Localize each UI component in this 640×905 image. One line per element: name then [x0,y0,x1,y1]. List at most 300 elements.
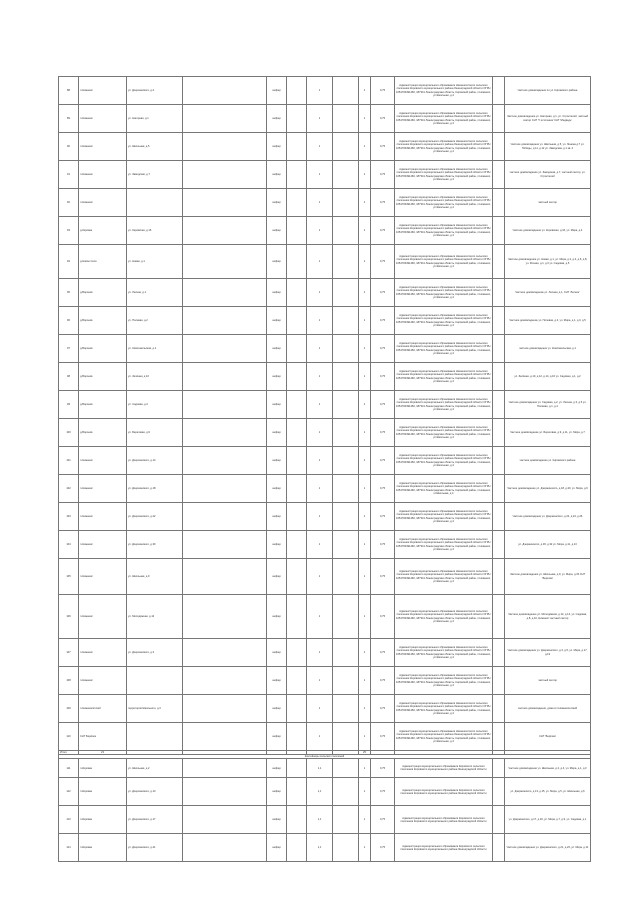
blank-cell [183,723,267,751]
blank-cell [493,778,505,806]
area-cell: 1 [307,475,333,503]
settlement-cell: д.Воронов [79,391,127,419]
blank-cell [493,133,505,161]
blank-cell [333,559,359,595]
row-number: 107 [59,639,79,667]
owner-organization-cell: Администрация муниципального образования Кировского сельского поселения Кировского муниципального района Ленинградской области [395,834,493,862]
surface-type-cell: шифер [267,161,287,189]
blank-cell [493,77,505,105]
table-row [59,363,591,391]
address-cell: ул. Дзержинского, д.13 [127,778,183,806]
served-objects-cell: ул. Дзержинского, д.13, д.15, ул. Мира, д.5, ул. Школьная, д.6 [505,778,591,806]
blank-cell [287,695,307,723]
address-cell: ул. Дзержинского, д.2 [127,77,183,105]
blank-cell [287,639,307,667]
blank-cell [183,217,267,245]
row-number: 104 [59,531,79,559]
blank-cell [493,667,505,695]
surface-type-cell: шифер [267,759,287,778]
volume-cell: 0,75 [371,595,395,639]
address-cell: ул. Дзержинского, д.17 [127,806,183,834]
blank-cell [287,217,307,245]
itogo-label: Итого [59,751,79,755]
served-objects-cell: Частное домовладение ул. Нагорная, д.1, ул. Строителей, частный сектор СНТ 'У источника' СНТ 'Медведь' [505,105,591,133]
address-cell: ул. Дзержинского, д.3 [127,639,183,667]
address-cell: ул. Нагорная, д.1 [127,105,183,133]
surface-type-cell: шифер [267,363,287,391]
owner-organization-cell: Администрация муниципального образования Кировского сельского поселения Кировского муниципального района Ленинградской области [395,759,493,778]
table-row [59,695,591,723]
owner-organization-cell: Администрация муниципального образования Нижнеисетского сельского поселения Кировского муниципального района Ленинградской области ОГРН 1054700491460, 187341 Ленинградская область, Кировский район, п.Нижнеис, ул.Школьная, д.4 [395,391,493,419]
blank-cell [493,189,505,217]
blank-cell [333,133,359,161]
table-row [59,335,591,363]
owner-organization-cell: Администрация муниципального образования Нижнеисетского сельского поселения Кировского муниципального района Ленинградской области ОГРН 1054700491460, 187341 Ленинградская область, Кировский район, п.Нижнеис, ул.Школьная, д.4 [395,363,493,391]
row-number: 101 [59,447,79,475]
owner-organization-cell: Администрация муниципального образования Нижнеисетского сельского поселения Кировского муниципального района Ленинградской области ОГРН 1054700491460, 187341 Ленинградская область, Кировский район, п.Нижнеис, ул.Школьная, д.4 [395,105,493,133]
owner-organization-cell: Администрация муниципального образования Нижнеисетского сельского поселения Кировского муниципального района Ленинградской области ОГРН 1054700491460, 187341 Ленинградская область, Кировский район, п.Нижнеис, ул.Школьная, д.4 [395,279,493,307]
area-cell: 1 [307,161,333,189]
table-row [59,531,591,559]
row-number: 105 [59,559,79,595]
surface-type-cell: шифер [267,217,287,245]
container-count-cell: 1 [359,595,371,639]
served-objects-cell: частный сектор [505,667,591,695]
served-objects-cell: Частное домовладение ул. Береговая, д.9, д.11, ул. Мира, д.7 [505,419,591,447]
row-number: 88 [59,77,79,105]
blank-cell [287,834,307,862]
volume-cell: 0,75 [371,759,395,778]
blank-cell [493,559,505,595]
address-cell: ул. Заводская, д.7 [127,161,183,189]
volume-cell: 0,75 [371,531,395,559]
settlement-cell: д.Воронов [79,335,127,363]
settlement-cell: д.Кировка [79,217,127,245]
document-page [58,76,590,862]
container-count-cell: 1 [359,806,371,834]
row-number: 96 [59,307,79,335]
surface-type-cell: шифер [267,475,287,503]
row-number: 93 [59,217,79,245]
blank-cell [493,335,505,363]
blank-cell [493,105,505,133]
address-cell: ул. Дзержинского, д.22 [127,503,183,531]
owner-organization-cell: Администрация муниципального образования Нижнеисетского сельского поселения Кировского муниципального района Ленинградской области ОГРН 1054700491460, 187341 Ленинградская область, Кировский район, п.Нижнеис, ул.Школьная, д.4 [395,307,493,335]
volume-cell: 0,75 [371,723,395,751]
volume-cell: 0,75 [371,695,395,723]
blank-cell [287,77,307,105]
served-objects-cell: частное домовладение ул. Заводская, д.7, частный сектор, ул. Строителей [505,161,591,189]
row-number: 95 [59,279,79,307]
address-cell: территория Школьного, д.3 [127,695,183,723]
settlement-cell: п.Нижнеис [79,639,127,667]
blank-cell [287,559,307,595]
served-objects-cell: ул. Зелёная, д.10, д.12, д.14, д.16 ул. Садовая, д.1, д.2 [505,363,591,391]
blank-cell [333,307,359,335]
area-cell: 1 [307,447,333,475]
blank-cell [333,475,359,503]
volume-cell: 0,75 [371,503,395,531]
blank-cell [183,307,267,335]
container-count-cell: 1 [359,447,371,475]
table-row [59,161,591,189]
blank-cell [183,834,267,862]
itogo-count: 23 [79,751,127,755]
container-count-cell: 1 [359,217,371,245]
owner-organization-cell: Администрация муниципального образования Нижнеисетского сельского поселения Кировского муниципального района Ленинградской области ОГРН 1054700491460, 187341 Ленинградская область, Кировский район, п.Нижнеис, ul.Школьная, д.4 [395,475,493,503]
address-cell: ул. Молодёжная, д.12 [127,595,183,639]
served-objects-cell: Частное домовладение ул. Новая, д.1, ул. Мира, д.2, д.4, д.6, д.8, ул. Речная, д.1, д.3 ул. Садовая, д.5 [505,245,591,279]
area-cell: 1 [307,559,333,595]
settlement-cell: п.Кировка [79,834,127,862]
volume-cell: 0,75 [371,77,395,105]
blank-cell [287,595,307,639]
area-cell: 1 [307,105,333,133]
row-number: 102 [59,475,79,503]
blank-cell [287,667,307,695]
volume-cell: 0,75 [371,279,395,307]
container-count-cell: 1 [359,475,371,503]
blank-cell [287,447,307,475]
blank-cell [493,419,505,447]
owner-organization-cell: Администрация муниципального образования Нижнеисетского сельского поселения Кировского муниципального района Ленинградской области ОГРН 1054700491460, 187341 Ленинградская область, Кировский район, п.Нижнеис, ул.Школьная, д.4 [395,335,493,363]
blank-cell [493,307,505,335]
surface-type-cell: шифер [267,778,287,806]
area-cell: 1 [307,667,333,695]
area-cell: 1 [307,419,333,447]
settlement-cell: п.Кировка [79,778,127,806]
surface-type-cell: шифер [267,806,287,834]
area-cell: 1 [307,531,333,559]
served-objects-cell: Частное домовладение по ул. Кировского района [505,77,591,105]
served-objects-cell: ул. Дзержинского, д.17, д.19, ул. Мира, д.7, д.9, ул. Садовая, д.1 [505,806,591,834]
settlement-cell: п.Нижнеис [79,503,127,531]
container-count-cell: 1 [359,279,371,307]
served-objects-cell: Частное домовладение ул. Школьная, д.9, ул. Мира, д.15 СНТ 'Березка' [505,559,591,595]
address-cell: ул. Садовая, д.2 [127,391,183,419]
served-objects-cell: частный сектор [505,189,591,217]
table-row [59,503,591,531]
settlement-cell: п.Нижнеис [79,595,127,639]
volume-cell: 0,75 [371,667,395,695]
blank-cell [493,161,505,189]
settlement-cell: п.Нижнеис [79,531,127,559]
area-cell: 1 [307,217,333,245]
blank-cell [287,245,307,279]
surface-type-cell: шифер [267,559,287,595]
table-row [59,475,591,503]
settlement-cell: СНТ Берёзка [79,723,127,751]
blank-cell [493,723,505,751]
surface-type-cell: шифер [267,639,287,667]
blank-cell [183,639,267,667]
blank-cell [333,245,359,279]
volume-cell: 0,75 [371,447,395,475]
table-row [59,639,591,667]
blank-cell [287,759,307,778]
container-count-cell: 1 [359,695,371,723]
blank-cell [333,695,359,723]
address-cell: ул. Дзержинского, д.14 [127,447,183,475]
table-row [59,133,591,161]
blank-cell [333,778,359,806]
area-cell: 1 [307,77,333,105]
container-count-cell: 1 [359,307,371,335]
container-count-cell: 1 [359,391,371,419]
container-sites-table [58,76,591,862]
served-objects-cell: частное домовладение ул. Кировского района [505,447,591,475]
owner-organization-cell: Администрация муниципального образования Кировского сельского поселения Кировского муниципального района Ленинградской области [395,806,493,834]
settlement-cell: п.Нижнеис [79,667,127,695]
row-number: 114 [59,834,79,862]
surface-type-cell: шифер [267,189,287,217]
owner-organization-cell: Администрация муниципального образования Нижнеисетского сельского поселения Кировского муниципального района Ленинградской области ОГРН 1054700491460, 187341 Ленинградская область, Кировский район, п.Нижнеис, ул.Школьная, д.4 [395,133,493,161]
address-cell: ул. Комсомольская, д.1 [127,335,183,363]
blank-cell [287,133,307,161]
blank-cell [183,806,267,834]
blank-cell [333,723,359,751]
blank-cell [333,834,359,862]
container-count-cell: 1 [359,133,371,161]
blank-cell [333,447,359,475]
area-cell: 1,1 [307,834,333,862]
owner-organization-cell: Администрация муниципального образования Нижнеисетского сельского поселения Кировского муниципального района Ленинградской области ОГРН 1054700491460, 187341 Ленинградская область, Кировский район, п.Нижнеис, ул.Школьная, д.4 [395,503,493,531]
blank-cell [287,189,307,217]
owner-organization-cell: Администрация муниципального образования Нижнеисетского сельского поселения Кировского муниципального района Ленинградской области ОГРН 1054700491460, 187341 Ленинградская область, Кировский район, п.Нижнеис, ул.Школьная, д.4 [395,217,493,245]
area-cell: 1 [307,503,333,531]
owner-organization-cell: Администрация муниципального образования Нижнеисетского сельского поселения Кировского муниципального района Ленинградской области ОГРН 1054700491460, 187341 Ленинградская область, Кировский район, п.Нижнеис, ул.Школьная, д.4 [395,189,493,217]
table-row [59,447,591,475]
container-count-cell: 1 [359,723,371,751]
owner-organization-cell: Администрация муниципального образования Нижнеисетского сельского поселения Кировского муниципального района Ленинградской области ОГРН 1054700491460, 187341 Ленинградская область, Кировский район, п.Нижнеис, ул.Школьная, д.4 [395,447,493,475]
area-cell: 1,1 [307,759,333,778]
section-subheading: Контейнеры сельских поселений [59,755,591,759]
served-objects-cell: Частное домовладение ул. Кировская, д.16, ул. Мира, д.4 [505,217,591,245]
volume-cell: 0,75 [371,475,395,503]
table-row [59,77,591,105]
area-cell: 1 [307,695,333,723]
address-cell [127,667,183,695]
row-number: 103 [59,503,79,531]
surface-type-cell: шифер [267,245,287,279]
table-row [59,595,591,639]
volume-cell: 0,75 [371,307,395,335]
served-objects-cell: Частное домовладение ул. Школьная, д.5, ул. Ленина д.7 ул. Победы, д.11, д.12 ул. Заводская, д.1 кв. 2 [505,133,591,161]
served-objects-cell: Частное домовладение ул. Дзержинского, д.3, д.5, ул. Мира, д.17, д.19 [505,639,591,667]
surface-type-cell: шифер [267,723,287,751]
blank-cell [333,419,359,447]
blank-cell [287,363,307,391]
settlement-cell: п.Нижнеис [79,77,127,105]
row-number: 99 [59,391,79,419]
settlement-cell: п.Нижнеисетский [79,695,127,723]
blank-cell [287,161,307,189]
volume-cell: 0,75 [371,161,395,189]
blank-cell [287,391,307,419]
blank-cell [183,559,267,595]
blank-cell [333,217,359,245]
table-row [59,806,591,834]
row-number: 111 [59,759,79,778]
row-number: 106 [59,595,79,639]
surface-type-cell: шифер [267,307,287,335]
settlement-cell: п.Нижнеис [79,189,127,217]
blank-cell [287,279,307,307]
area-cell: 1 [307,639,333,667]
blank-cell [287,503,307,531]
blank-cell [333,77,359,105]
owner-organization-cell: Администрация муниципального образования Нижнеисетского сельского поселения Кировского муниципального района Ленинградской области ОГРН 1054700491460, 187341 Ленинградская область, Кировский район, п.Нижнеис, ул.Школьная, д.4 [395,77,493,105]
served-objects-cell: Частное домовладение ул. Дзержинского, д.22, д.24, д.26 [505,503,591,531]
blank-cell [493,531,505,559]
owner-organization-cell: Администрация муниципального образования Нижнеисетского сельского поселения Кировского муниципального района Ленинградской области ОГРН 1054700491460, 187341 Ленинградская область, Кировский район, п.Нижнеис, ул.Школьная, д.4 [395,639,493,667]
blank-cell [183,695,267,723]
blank-cell [183,759,267,778]
area-cell: 1,1 [307,778,333,806]
container-count-cell: 1 [359,335,371,363]
container-count-cell: 1 [359,161,371,189]
blank-cell [183,667,267,695]
address-cell: ул. Зелёная, д.10 [127,363,183,391]
blank-cell [183,595,267,639]
blank-cell [183,391,267,419]
blank-cell [493,639,505,667]
table-row [59,391,591,419]
table-row [59,217,591,245]
blank-cell [493,759,505,778]
volume-cell: 0,75 [371,133,395,161]
blank-cell [333,161,359,189]
container-count-cell: 1 [359,759,371,778]
address-cell: ул. Дзержинского, д.21 [127,834,183,862]
address-cell: ул. Новая, д.1 [127,245,183,279]
settlement-cell: д.Новое Село [79,245,127,279]
owner-organization-cell: Администрация муниципального образования Нижнеисетского сельского поселения Кировского муниципального района Ленинградской области ОГРН 1054700491460, 187341 Ленинградская область, Кировский район, п.Нижнеис, ул.Школьная, д.4 [395,595,493,639]
surface-type-cell: шифер [267,419,287,447]
surface-type-cell: шифер [267,335,287,363]
surface-type-cell: шифер [267,531,287,559]
blank-cell [493,245,505,279]
area-cell: 1 [307,391,333,419]
itogo-total: 25 [359,751,371,755]
address-cell [127,723,183,751]
volume-cell: 0,75 [371,806,395,834]
container-count-cell: 1 [359,189,371,217]
blank-cell [287,307,307,335]
blank-cell [287,475,307,503]
blank-cell [183,363,267,391]
row-number: 89 [59,105,79,133]
volume-cell: 0,75 [371,189,395,217]
served-objects-cell: Частное домовладение ул. Лесная, д.1, СНТ 'Лесное' [505,279,591,307]
row-number: 90 [59,133,79,161]
blank-cell [287,531,307,559]
served-objects-cell: частное домовладение, дома в п.Нижнеисетский [505,695,591,723]
blank-cell [287,105,307,133]
served-objects-cell: Частное домовладение ул. Дзержинского, д.21, д.23, ул. Мира, д.11 [505,834,591,862]
owner-organization-cell: Администрация муниципального образования Нижнеисетского сельского поселения Кировского муниципального района Ленинградской области ОГРН 1054700491460, 187341 Ленинградская область, Кировский район, п.Нижнеис, ул.Школьная, д.4 [395,531,493,559]
address-cell: ул. Школьная, д.9 [127,559,183,595]
area-cell: 1 [307,723,333,751]
blank-cell [333,363,359,391]
table-row [59,778,591,806]
table-row [59,105,591,133]
address-cell: ул. Дзержинского, д.30 [127,531,183,559]
volume-cell: 0,75 [371,335,395,363]
container-count-cell: 1 [359,639,371,667]
volume-cell: 0,75 [371,217,395,245]
table-row [59,245,591,279]
blank-cell [493,834,505,862]
row-number: 98 [59,363,79,391]
blank-cell [287,806,307,834]
served-objects-cell: Частное домовладение ул. Дзержинского, д.18, д.20, ул. Мира, д.9 [505,475,591,503]
blank-cell [493,447,505,475]
container-count-cell: 1 [359,531,371,559]
container-count-cell: 1 [359,503,371,531]
row-number: 91 [59,161,79,189]
blank-cell [493,391,505,419]
address-cell: ул. Кировская, д.16 [127,217,183,245]
container-count-cell: 1 [359,105,371,133]
blank-cell [183,133,267,161]
table-row [59,759,591,778]
address-cell: ул. Береговая, д.9 [127,419,183,447]
blank-cell [333,105,359,133]
blank-cell [493,595,505,639]
surface-type-cell: шифер [267,279,287,307]
area-cell: 1 [307,595,333,639]
area-cell: 1 [307,335,333,363]
surface-type-cell: шифер [267,695,287,723]
table-row [59,419,591,447]
area-cell: 1 [307,279,333,307]
owner-organization-cell: Администрация муниципального образования Нижнеисетского сельского поселения Кировского муниципального района Ленинградской области ОГРН 1054700491460, 187341 Ленинградская область, Кировский район, п.Нижнеис, ул.Школьная, д.4 [395,723,493,751]
served-objects-cell: Частное домовладение ул. Школьная, д.2, д.4, ул. Мира, д.1, д.3 [505,759,591,778]
row-number: 112 [59,778,79,806]
blank-cell [183,279,267,307]
blank-cell [333,595,359,639]
address-cell: ул. Полевая, д.2 [127,307,183,335]
row-number: 100 [59,419,79,447]
row-number: 109 [59,695,79,723]
owner-organization-cell: Администрация муниципального образования Нижнеисетского сельского поселения Кировского муниципального района Ленинградской области ОГРН 1054700491460, 187341 Ленинградская область, Кировский район, п.Нижнеис, ул.Школьная, д.4 [395,245,493,279]
address-cell: ул. Школьная, д.5 [127,133,183,161]
area-cell: 1 [307,245,333,279]
address-cell: ул. Лесная, д.1 [127,279,183,307]
container-count-cell: 1 [359,77,371,105]
settlement-cell: п.Нижнеис [79,161,127,189]
blank-cell [493,279,505,307]
row-number: 110 [59,723,79,751]
settlement-cell: п.Нижнеис [79,105,127,133]
table-row [59,189,591,217]
blank-cell [333,279,359,307]
surface-type-cell: шифер [267,834,287,862]
blank-cell [183,778,267,806]
blank-cell [493,503,505,531]
settlement-cell: д.Воронов [79,363,127,391]
blank-cell [183,161,267,189]
settlement-cell: д.Воронов [79,307,127,335]
blank-cell [493,806,505,834]
blank-cell [333,189,359,217]
blank-cell [493,695,505,723]
blank-cell [333,806,359,834]
area-cell: 1 [307,133,333,161]
row-number: 94 [59,245,79,279]
blank-cell [183,77,267,105]
